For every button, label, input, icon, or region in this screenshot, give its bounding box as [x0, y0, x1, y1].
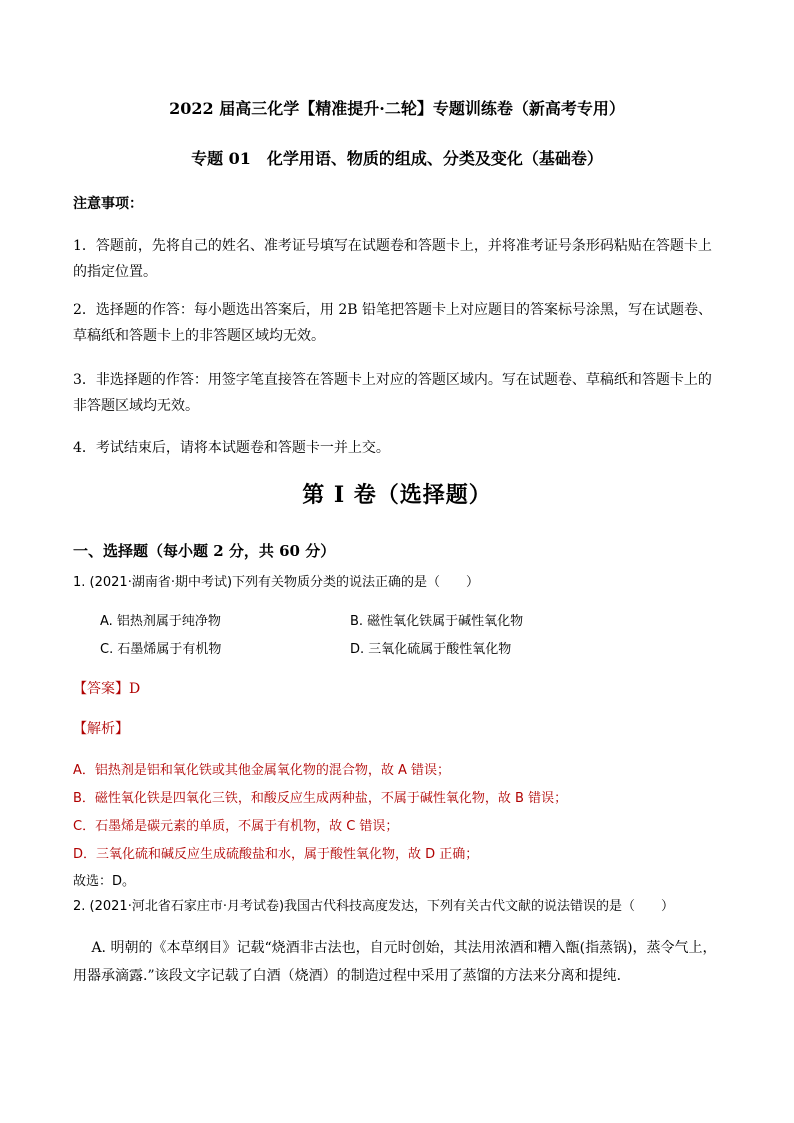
explanation-b: B．磁性氧化铁是四氧化三铁，和酸反应生成两种盐，不属于碱性氧化物，故 B 错误； — [73, 791, 568, 806]
question-1-option-a: A. 铝热剂属于纯净物 — [100, 614, 221, 629]
explanation-d: D．三氧化硫和碱反应生成硫酸盐和水，属于酸性氧化物，故 D 正确； — [73, 847, 479, 862]
document-title: 2022 届高三化学【精准提升·二轮】专题训练卷（新高考专用） — [169, 99, 625, 118]
explanation-c: C．石墨烯是碳元素的单质，不属于有机物，故 C 错误； — [73, 819, 399, 834]
question-1-conclusion: 故选：D。 — [73, 874, 136, 889]
document-subtitle: 专题 01 化学用语、物质的组成、分类及变化（基础卷） — [191, 149, 603, 168]
question-2-option-a: A. 明朝的《本草纲目》记载“烧酒非古法也，自元时创始，其法用浓酒和糟入甑(指蒸锅)，蒸令气上，用器承滴露.”该段文字记载了白酒（烧酒）的制造过程中采用了蒸馏的方法来分离和提纯． — [73, 940, 717, 984]
question-1-option-b: B. 磁性氧化铁属于碱性氧化物 — [350, 614, 524, 629]
note-item-2: 2．选择题的作答：每小题选出答案后，用 2B 铅笔把答题卡上对应题目的答案标号涂黑，写在试题卷、草稿纸和答题卡上的非答题区域均无效。 — [73, 302, 713, 344]
note-item-4: 4．考试结束后，请将本试题卷和答题卡一并上交。 — [73, 440, 390, 456]
question-1-option-d: D. 三氧化硫属于酸性氧化物 — [350, 642, 512, 657]
question-2-stem: 2. (2021·河北省石家庄市·月考试卷)我国古代科技高度发达，下列有关古代文献的说法错误的是（ ） — [73, 899, 675, 914]
part-heading: 一、选择题（每小题 2 分，共 60 分） — [73, 542, 336, 560]
section-title: 第 I 卷（选择题） — [302, 482, 492, 508]
question-1-answer: 【答案】D — [73, 681, 141, 697]
question-1-option-c: C. 石墨烯属于有机物 — [100, 642, 222, 657]
note-item-3: 3．非选择题的作答：用签字笔直接答在答题卡上对应的答题区域内。写在试题卷、草稿纸和答题卡上的非答题区域均无效。 — [73, 372, 712, 414]
question-1-analysis-label: 【解析】 — [73, 721, 129, 737]
explanation-a: A．铝热剂是铝和氧化铁或其他金属氧化物的混合物，故 A 错误； — [73, 763, 451, 778]
question-1-stem: 1. (2021·湖南省·期中考试)下列有关物质分类的说法正确的是（ ） — [73, 575, 480, 590]
notes-label: 注意事项： — [73, 196, 143, 212]
note-item-1: 1．答题前，先将自己的姓名、准考证号填写在试题卷和答题卡上，并将准考证号条形码粘贴在答题卡上的指定位置。 — [73, 238, 712, 280]
